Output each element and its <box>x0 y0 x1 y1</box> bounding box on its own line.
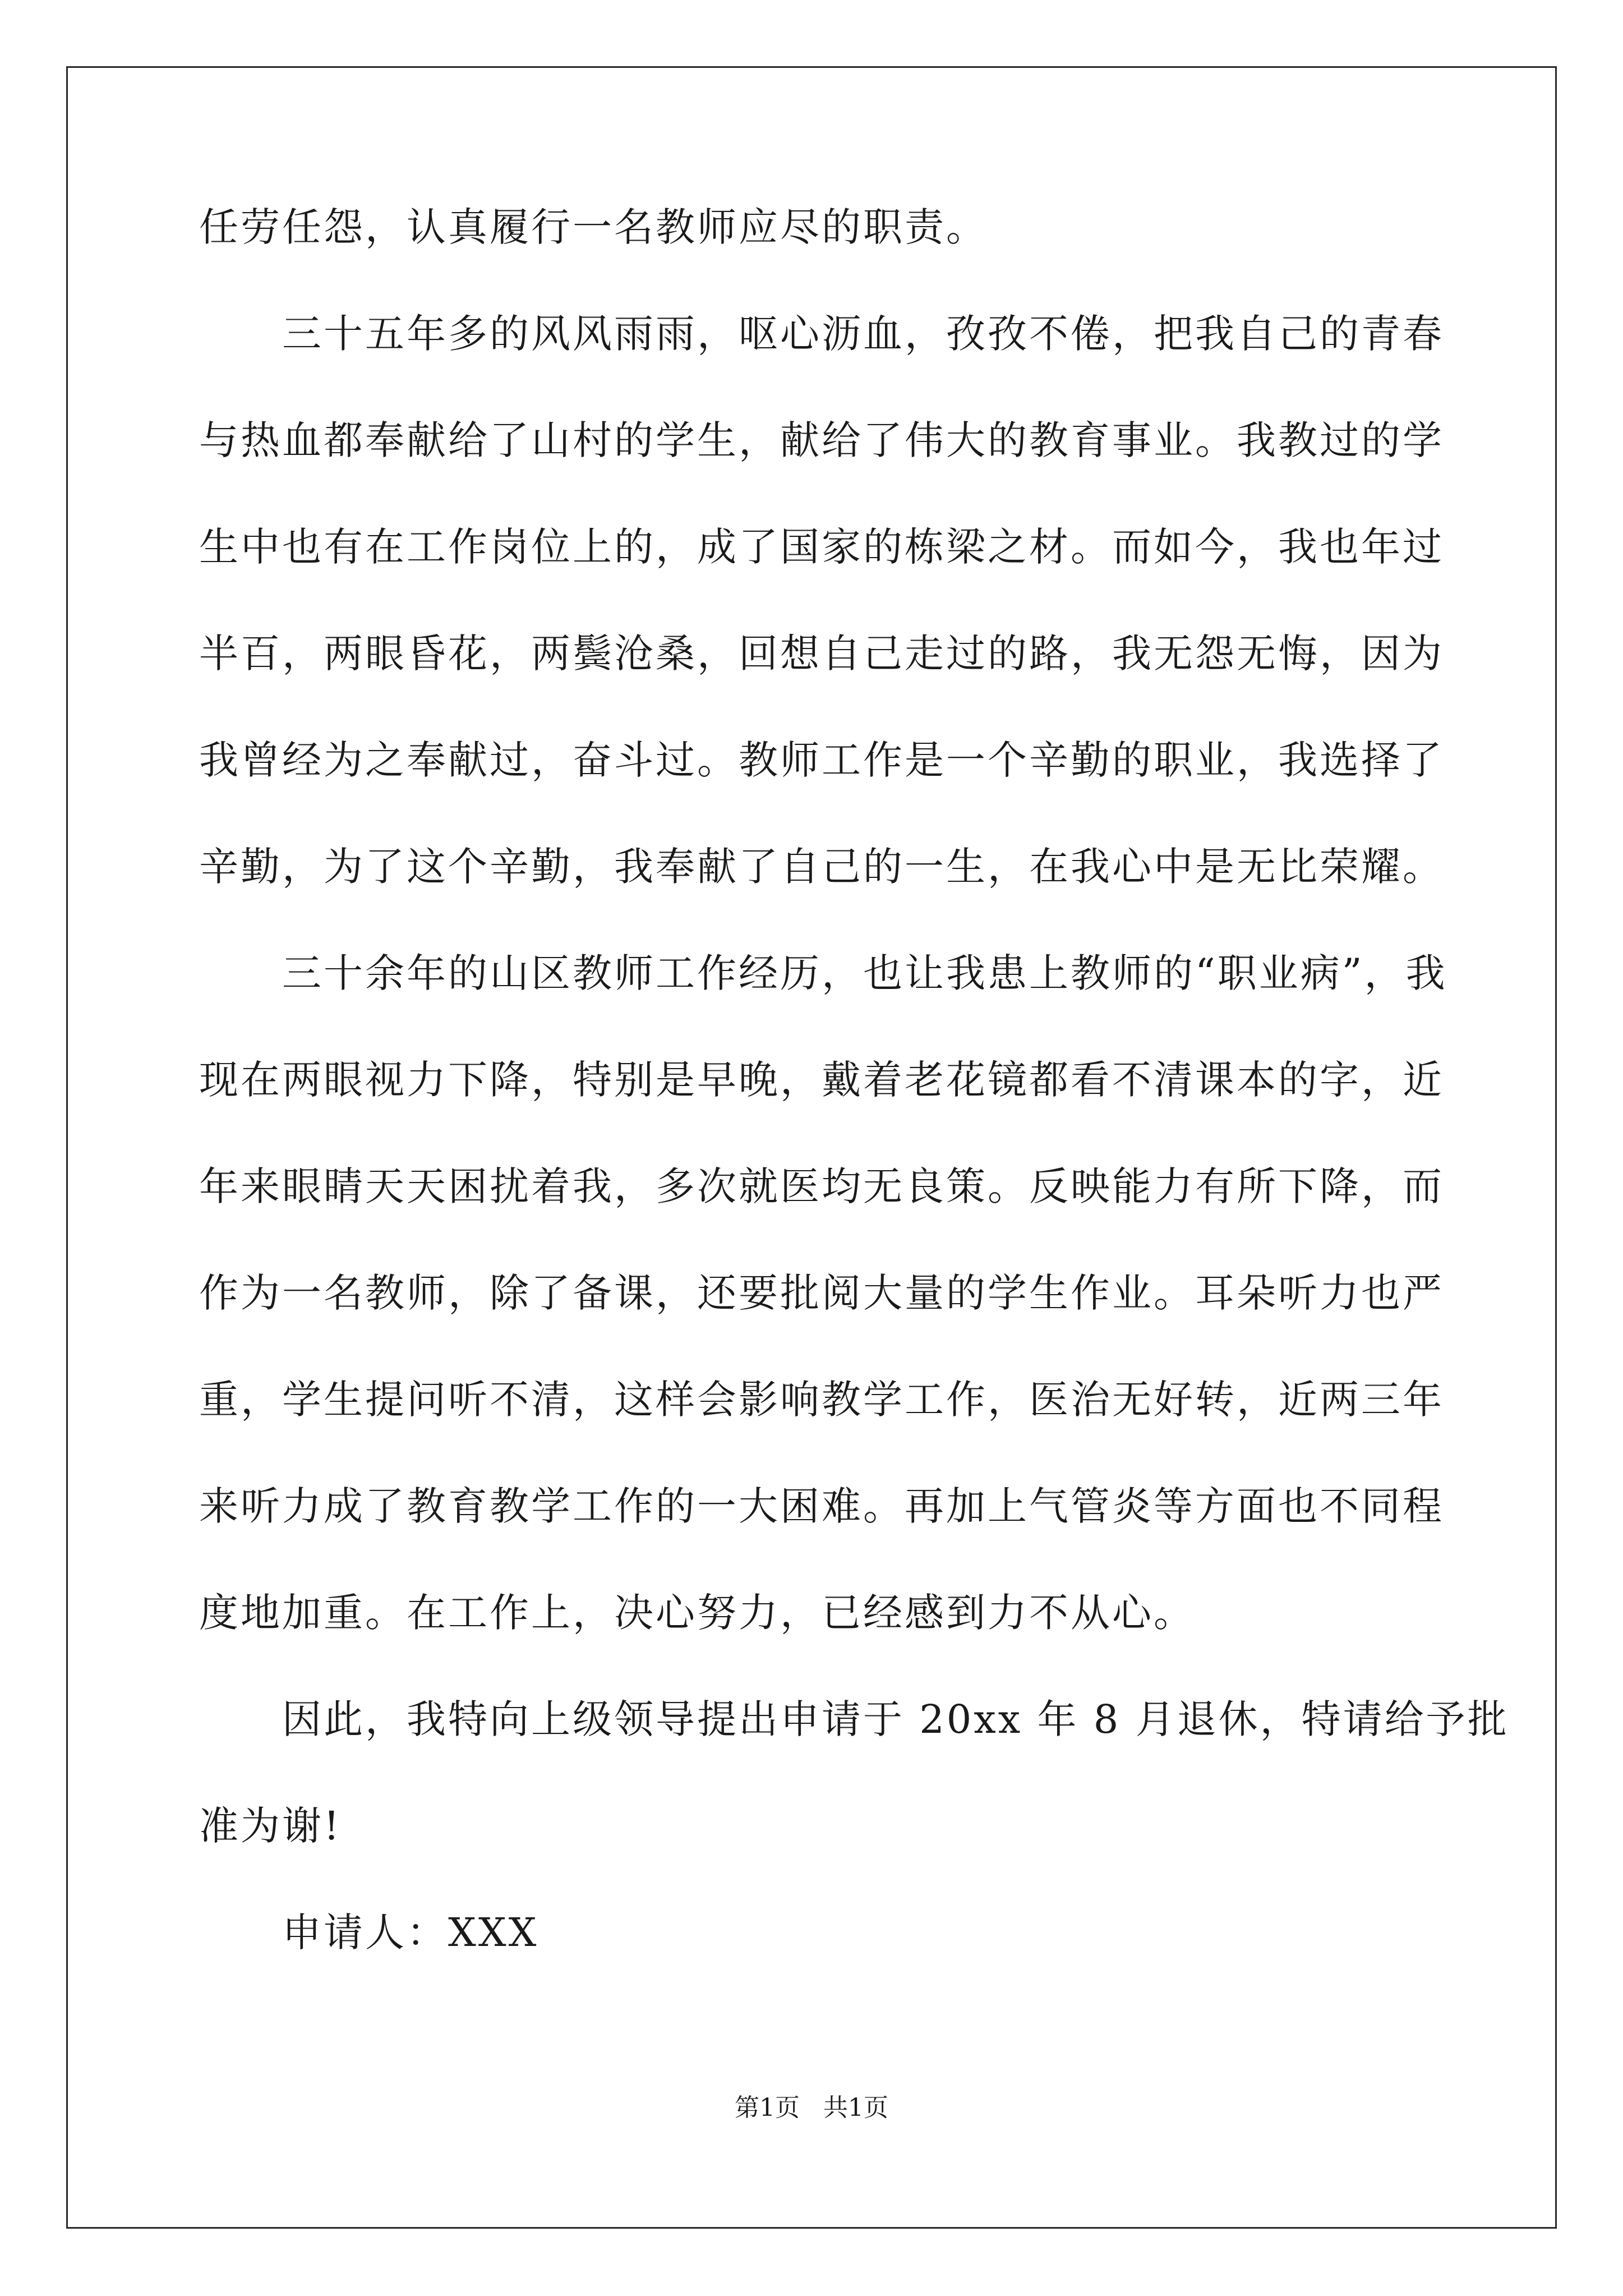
applicant-signature-line: 申请人：XXX <box>282 1910 539 1955</box>
page-footer <box>0 2091 1623 2125</box>
text-line: 三十余年的山区教师工作经历，也让我患上教师的“职业病”，我 <box>282 950 1447 996</box>
text-line: 与热血都奉献给了山村的学生，献给了伟大的教育事业。我教过的学 <box>199 417 1444 463</box>
text-line: 辛勤，为了这个辛勤，我奉献了自己的一生，在我心中是无比荣耀。 <box>199 844 1444 890</box>
text-line: 准为谢! <box>199 1803 342 1849</box>
text-line: 现在两眼视力下降，特别是早晚，戴着老花镜都看不清课本的字，近 <box>199 1057 1444 1103</box>
text-line: 生中也有在工作岗位上的，成了国家的栋梁之材。而如今，我也年过 <box>199 524 1444 570</box>
page-total: 共1页 <box>823 2093 888 2122</box>
text-line: 重，学生提问听不清，这样会影响教学工作，医治无好转，近两三年 <box>199 1377 1444 1423</box>
page-number: 第1页 <box>735 2093 800 2122</box>
text-line: 半百，两眼昏花，两鬓沧桑，回想自己走过的路，我无怨无悔，因为 <box>199 631 1444 677</box>
text-line: 三十五年多的风风雨雨，呕心沥血，孜孜不倦，把我自己的青春 <box>282 311 1444 357</box>
text-line: 我曾经为之奉献过，奋斗过。教师工作是一个辛勤的职业，我选择了 <box>199 737 1444 783</box>
text-line: 来听力成了教育教学工作的一大困难。再加上气管炎等方面也不同程 <box>199 1483 1444 1529</box>
text-line: 年来眼睛天天困扰着我，多次就医均无良策。反映能力有所下降，而 <box>199 1163 1444 1209</box>
text-line: 任劳任怨，认真履行一名教师应尽的职责。 <box>199 204 988 250</box>
text-line: 度地加重。在工作上，决心努力，已经感到力不从心。 <box>199 1590 1195 1636</box>
text-line: 作为一名教师，除了备课，还要批阅大量的学生作业。耳朵听力也严 <box>199 1270 1444 1316</box>
text-line: 因此，我特向上级领导提出申请于 20xx 年 8 月退休，特请给予批 <box>282 1696 1509 1742</box>
